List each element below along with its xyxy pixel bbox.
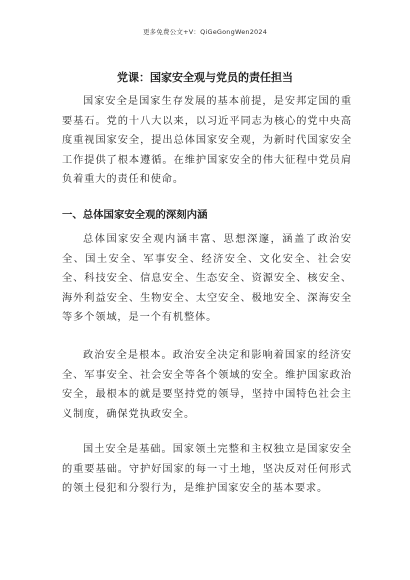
paragraph-overview: 总体国家安全观内涵丰富、思想深邃，涵盖了政治安全、国土安全、军事安全、经济安全、文化安全、社会安全、科技安全、信息安全、生态安全、资源安全、核安全、海外利益安全、生物安全、太空安全、极地安全、深海安全等多个领域，是一个有机整体。 (62, 234, 352, 324)
paragraph-intro: 国家安全是国家生存发展的基本前提，是安邦定国的重要基石。党的十八大以来，以习近平同志为核心的党中央高度重视国家安全，提出总体国家安全观，为新时代国家安全工作提供了根本遵循。在维护国家安全的伟大征程中党员肩负着重大的责任和使命。 (62, 96, 352, 186)
section-heading: 一、总体国家安全观的深刻内涵 (62, 209, 208, 221)
document-title: 党课：国家安全观与党员的责任担当 (117, 71, 293, 84)
header-note: 更多免费公文+V：QiGeGongWen2024 (142, 28, 268, 36)
paragraph-political-security: 政治安全是根本。政治安全决定和影响着国家的经济安全、军事安全、社会安全等各个领域的安全。维护国家政治安全，最根本的就是要坚持党的领导，坚持中国特色社会主义制度，确保党执政安全。 (62, 350, 352, 420)
paragraph-territorial-security: 国土安全是基础。国家领土完整和主权独立是国家安全的重要基础。守护好国家的每一寸土地，坚决反对任何形式的领土侵犯和分裂行为，是维护国家安全的基本要求。 (62, 444, 352, 495)
